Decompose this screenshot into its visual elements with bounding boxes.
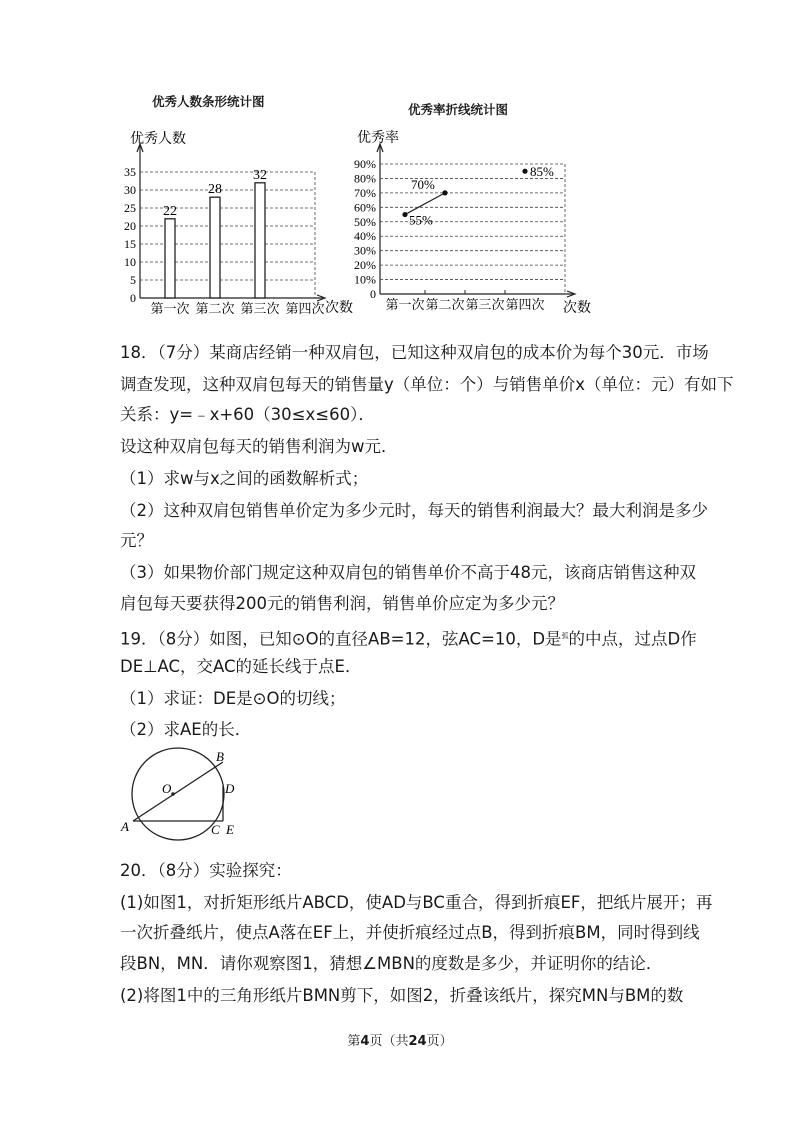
line-point — [402, 212, 407, 217]
q19-line-4: （2）求AE的长． — [120, 720, 252, 739]
label-e: E — [226, 822, 234, 837]
bar-chart-title: 优秀人数条形统计图 — [152, 94, 265, 109]
label-o: O — [162, 781, 172, 796]
bar-chart-ylabel: 优秀人数 — [130, 132, 186, 147]
line-data-label: 85% — [530, 164, 554, 180]
q19-line-1-rest: 的中点，过点D作 — [568, 629, 697, 649]
bar-chart-xlabel: 次数 — [325, 301, 353, 316]
bar-y-tick-label: 10 — [124, 255, 136, 269]
bar-y-tick-label: 15 — [124, 237, 136, 251]
q18-line-8: （3）如果物价部门规定这种双肩包的销售单价不高于48元，该商店销售这种双 — [120, 563, 696, 582]
line-chart-ylabel: 优秀率 — [357, 131, 399, 146]
footer-suffix: 页） — [426, 1034, 453, 1049]
q20-line-5: (2)将图1中的三角形纸片BMN剪下，如图2，折叠该纸片，探究MN与BM的数 — [120, 986, 684, 1005]
bar-x-tick-label: 第二次 — [195, 301, 235, 316]
bar-x-tick-label: 第三次 — [240, 301, 280, 316]
q19-line-2: DE⊥AC，交AC的延长线于点E． — [120, 657, 362, 676]
line-series-segment — [405, 193, 445, 215]
q19-line-1 — [120, 625, 697, 651]
line-chart-title: 优秀率折线统计图 — [408, 102, 509, 117]
q18-line-9: 肩包每天要获得200元的销售利润，销售单价应定为多少元？ — [120, 594, 564, 613]
q18-line-2: 调查发现，这种双肩包每天的销售量y（单位：个）与销售单价x（单位：元）有如下 — [120, 375, 734, 394]
line-x-tick-label: 第一次 — [385, 297, 425, 312]
bar — [255, 183, 265, 298]
bar-y-tick-label: 30 — [124, 183, 136, 197]
center-dot — [171, 792, 175, 796]
bar-x-tick-label: 第一次 — [150, 301, 190, 316]
bar — [165, 219, 175, 298]
line-point — [442, 190, 447, 195]
diameter-ab — [133, 762, 223, 821]
q18-line-7: 元？ — [120, 531, 153, 550]
line-y-tick-label: 60% — [354, 200, 376, 215]
line-data-label: 70% — [411, 176, 435, 192]
bar — [210, 197, 220, 298]
bar-y-tick-label: 5 — [130, 273, 136, 287]
label-a: A — [121, 819, 129, 834]
q18-line-5: （1）求w与x之间的函数解析式； — [120, 469, 369, 488]
footer-prefix: 第 — [347, 1034, 361, 1049]
bar-y-tick-label: 25 — [124, 201, 136, 215]
q20-line-4: 段BN，MN．请你观察图1，猜想∠MBN的度数是多少，并证明你的结论． — [120, 954, 663, 973]
q19-line-3: （1）求证：DE是⊙O的切线； — [120, 689, 346, 708]
bar-y-tick-label: 20 — [124, 219, 136, 233]
q18-line-3: 关系：y=﹣x+60（30≤x≤60）． — [120, 405, 375, 424]
bar-data-label: 28 — [208, 182, 222, 198]
line-data-label: 55% — [409, 212, 433, 228]
line-x-tick-label: 第四次 — [505, 297, 545, 312]
label-d: D — [225, 781, 235, 796]
line-y-tick-label: 40% — [354, 229, 376, 244]
line-y-tick-label: 90% — [354, 157, 376, 171]
footer-page: 4 — [360, 1034, 370, 1049]
bar-x-tick-label: 第四次 — [285, 301, 325, 316]
line-chart — [330, 124, 610, 324]
line-y-tick-label: 80% — [354, 171, 376, 186]
bar-y-tick-label: 0 — [130, 291, 136, 305]
line-y-tick-label: 30% — [354, 243, 376, 258]
q20-line-1: 20．（8分）实验探究： — [120, 861, 292, 880]
line-chart-xlabel: 次数 — [563, 301, 591, 316]
q19-figure — [110, 745, 260, 845]
page-footer — [0, 1030, 800, 1049]
line-y-tick-label: 20% — [354, 258, 376, 273]
q19-line-1-text: 19．（8分）如图，已知⊙O的直径AB=12，弦AC=10，D是 — [120, 629, 562, 649]
bar-chart — [100, 118, 360, 328]
line-y-tick-label: 50% — [354, 214, 376, 229]
footer-total: 24 — [408, 1034, 427, 1049]
label-c: C — [211, 822, 220, 837]
q18-line-4: 设这种双肩包每天的销售利润为w元． — [120, 437, 398, 456]
line-y-tick-label: 70% — [354, 185, 376, 200]
q18-line-6: （2）这种双肩包销售单价定为多少元时，每天的销售利润最大？最大利润是多少 — [120, 501, 708, 520]
line-x-tick-label: 第三次 — [465, 297, 505, 312]
q20-line-2: (1)如图1，对折矩形纸片ABCD，使AD与BC重合，得到折痕EF，把纸片展开；再 — [120, 893, 713, 912]
line-y-tick-label: 10% — [354, 272, 376, 287]
label-b: B — [216, 749, 224, 764]
q20-line-3: 一次折叠纸片，使点A落在EF上，并使折痕经过点B，得到折痕BM，同时得到线 — [120, 923, 700, 942]
bar-data-label: 32 — [253, 167, 267, 183]
bar-y-tick-label: 35 — [124, 165, 136, 179]
q19-arc-note: 弧 — [561, 632, 569, 640]
q18-line-1: 18．（7分）某商店经销一种双肩包，已知这种双肩包的成本价为每个30元．市场 — [120, 343, 709, 362]
line-point — [522, 169, 527, 174]
line-y-tick-label: 0 — [370, 287, 376, 301]
bar-data-label: 22 — [163, 203, 177, 219]
footer-mid: 页（共 — [369, 1034, 409, 1049]
line-x-tick-label: 第二次 — [425, 297, 465, 312]
